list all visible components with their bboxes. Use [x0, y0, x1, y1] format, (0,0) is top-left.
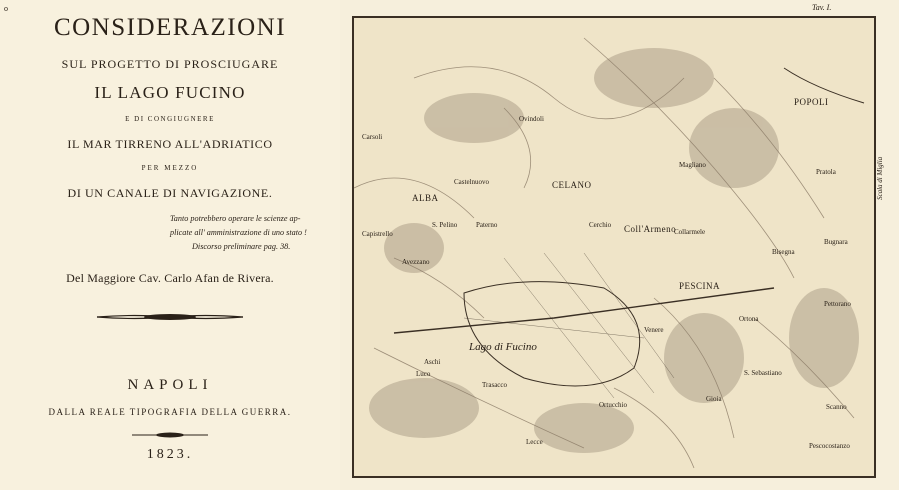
map-label-celano: CELANO — [552, 180, 592, 190]
imprint-printer: DALLA REALE TIPOGRAFIA DELLA GUERRA. — [48, 407, 292, 417]
map-label-paterno: Paterno — [476, 221, 498, 229]
map-label-popoli: POPOLI — [794, 97, 829, 107]
map-label-carsoli: Carsoli — [362, 133, 383, 141]
plate-number: Tav. I. — [812, 3, 832, 12]
map-label-cerchio: Cerchio — [589, 221, 612, 229]
map-label-venere: Venere — [644, 326, 664, 334]
epigraph-source: Discorso preliminare pag. 38. — [192, 242, 291, 251]
map-label-lago: Lago di Fucino — [469, 341, 537, 353]
map-label-collarmeno: Coll'Armeno — [624, 224, 677, 234]
lake-outline — [464, 282, 640, 386]
epigraph-line-2: plicate all' amministrazione di uno stato ! — [170, 228, 307, 237]
map-label-pettorano: Pettorano — [824, 300, 851, 308]
map-label-alba: ALBA — [412, 193, 439, 203]
subtitle-line-5: PER MEZZO — [141, 164, 199, 172]
map-label-castelnuovo: Castelnuovo — [454, 178, 489, 186]
map-label-avezzano: Avezzano — [402, 258, 430, 266]
corner-mark: o — [4, 4, 8, 13]
scale-label: Scala di Miglia — [876, 156, 884, 200]
subtitle-line-1: SUL PROGETTO DI PROSCIUGARE — [61, 57, 279, 71]
map-label-ortona: Ortona — [739, 315, 759, 323]
map-label-pescina: PESCINA — [679, 281, 721, 291]
map-label-magliano: Magliano — [679, 161, 706, 169]
map-label-pescocostanzo: Pescocostanzo — [809, 442, 850, 450]
small-ornament — [130, 431, 210, 439]
map-label-sebastiano: S. Sebastiano — [744, 369, 782, 377]
imprint-city: NAPOLI — [127, 377, 213, 393]
ornament-rule — [95, 312, 245, 322]
title-page — [0, 0, 340, 490]
map-label-pratola: Pratola — [816, 168, 836, 176]
map-label-spelino: S. Pelino — [432, 221, 458, 229]
map-label-luco: Luco — [416, 370, 431, 378]
map-label-aschi: Aschi — [424, 358, 441, 366]
map-label-ovindoli: Ovindoli — [519, 115, 544, 123]
subtitle-line-4: IL MAR TIRRENO ALL'ADRIATICO — [67, 137, 273, 151]
map-label-bisegna: Bisegna — [772, 248, 795, 256]
map-label-ortucchio: Ortucchio — [599, 401, 627, 409]
map-label-lecce: Lecce — [526, 438, 543, 446]
map-label-capistrello: Capistrello — [362, 230, 393, 238]
map-label-bugnara: Bugnara — [824, 238, 848, 246]
subtitle-lago-fucino: IL LAGO FUCINO — [94, 83, 246, 102]
map-label-gioia: Gioia — [706, 395, 722, 403]
author-line: Del Maggiore Cav. Carlo Afan de Rivera. — [66, 271, 274, 285]
subtitle-line-3: E DI CONGIUGNERE — [125, 115, 215, 123]
map-frame — [352, 16, 876, 478]
subtitle-line-6: DI UN CANALE DI NAVIGAZIONE. — [67, 186, 273, 200]
epigraph-line-1: Tanto potrebbero operare le scienze ap- — [170, 214, 301, 223]
map-label-collarmele: Collarmele — [674, 228, 706, 236]
map-label-trasacco: Trasacco — [482, 381, 508, 389]
book-title: CONSIDERAZIONI — [53, 14, 287, 41]
map-label-scanno: Scanno — [826, 403, 847, 411]
imprint-year: 1823. — [146, 447, 194, 462]
